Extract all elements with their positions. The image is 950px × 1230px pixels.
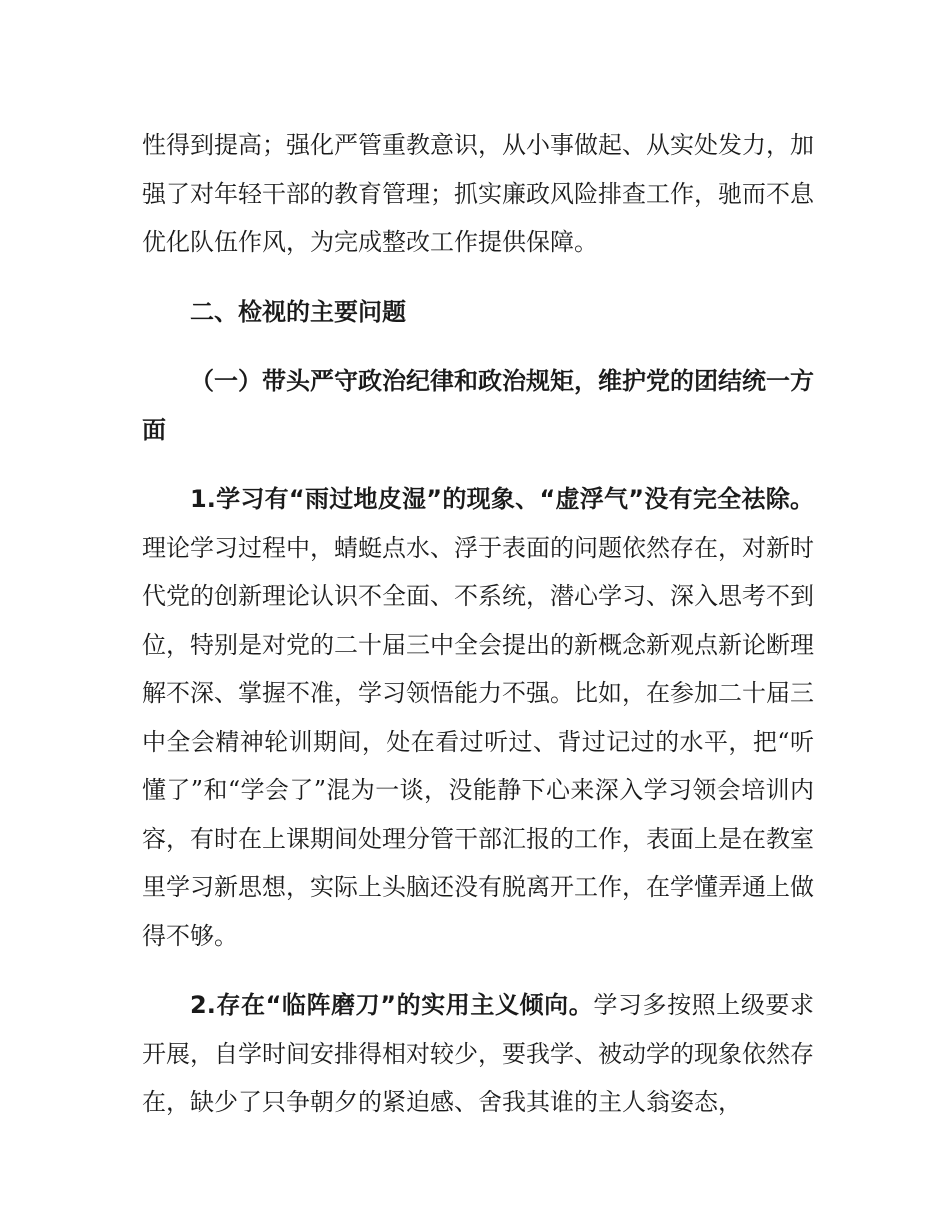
section-heading: 二、检视的主要问题 bbox=[190, 297, 406, 326]
item-paragraph-2 bbox=[142, 981, 814, 1127]
paragraph-spacer bbox=[142, 454, 814, 475]
item-body-2: 学习多按照上级要求开展，自学时间安排得相对较少，要我学、被动学的现象依然存在，缺少了只争朝夕的紧迫感、舍我其谁的主人翁姿态， bbox=[142, 991, 814, 1116]
item-body-1: 理论学习过程中，蜻蜓点水、浮于表面的问题依然存在，对新时代党的创新理论认识不全面、不系统，潜心学习、深入思考不到位，特别是对党的二十届三中全会提出的新概念新观点新论断理解不深、掌握不准，学习领悟能力不强。比如，在参加二十届三中全会精神轮训期间，处在看过听过、背过记过的水平，把“听懂了”和“学会了”混为一谈，没能静下心来深入学习领会培训内容，有时在上课期间处理分管干部汇报的工作，表面上是在教室里学习新思想，实际上头脑还没有脱离开工作，在学懂弄通上做得不够。 bbox=[142, 533, 814, 950]
item-lead-2: 2.存在“临阵磨刀”的实用主义倾向。 bbox=[190, 991, 594, 1019]
paragraph-spacer bbox=[142, 267, 814, 288]
item-lead-1: 1.学习有“雨过地皮湿”的现象、“虚浮气”没有完全祛除。 bbox=[190, 485, 814, 513]
document-body bbox=[142, 121, 814, 1127]
item-paragraph-1 bbox=[142, 475, 814, 960]
paragraph-spacer bbox=[142, 960, 814, 981]
paragraph-spacer bbox=[142, 336, 814, 357]
subsection-heading: （一）带头严守政治纪律和政治规矩，维护党的团结统一方面 bbox=[142, 367, 814, 444]
continuation-paragraph: 性得到提高；强化严管重教意识，从小事做起、从实处发力，加强了对年轻干部的教育管理；抓实廉政风险排查工作，驰而不息优化队伍作风，为完成整改工作提供保障。 bbox=[142, 131, 814, 256]
